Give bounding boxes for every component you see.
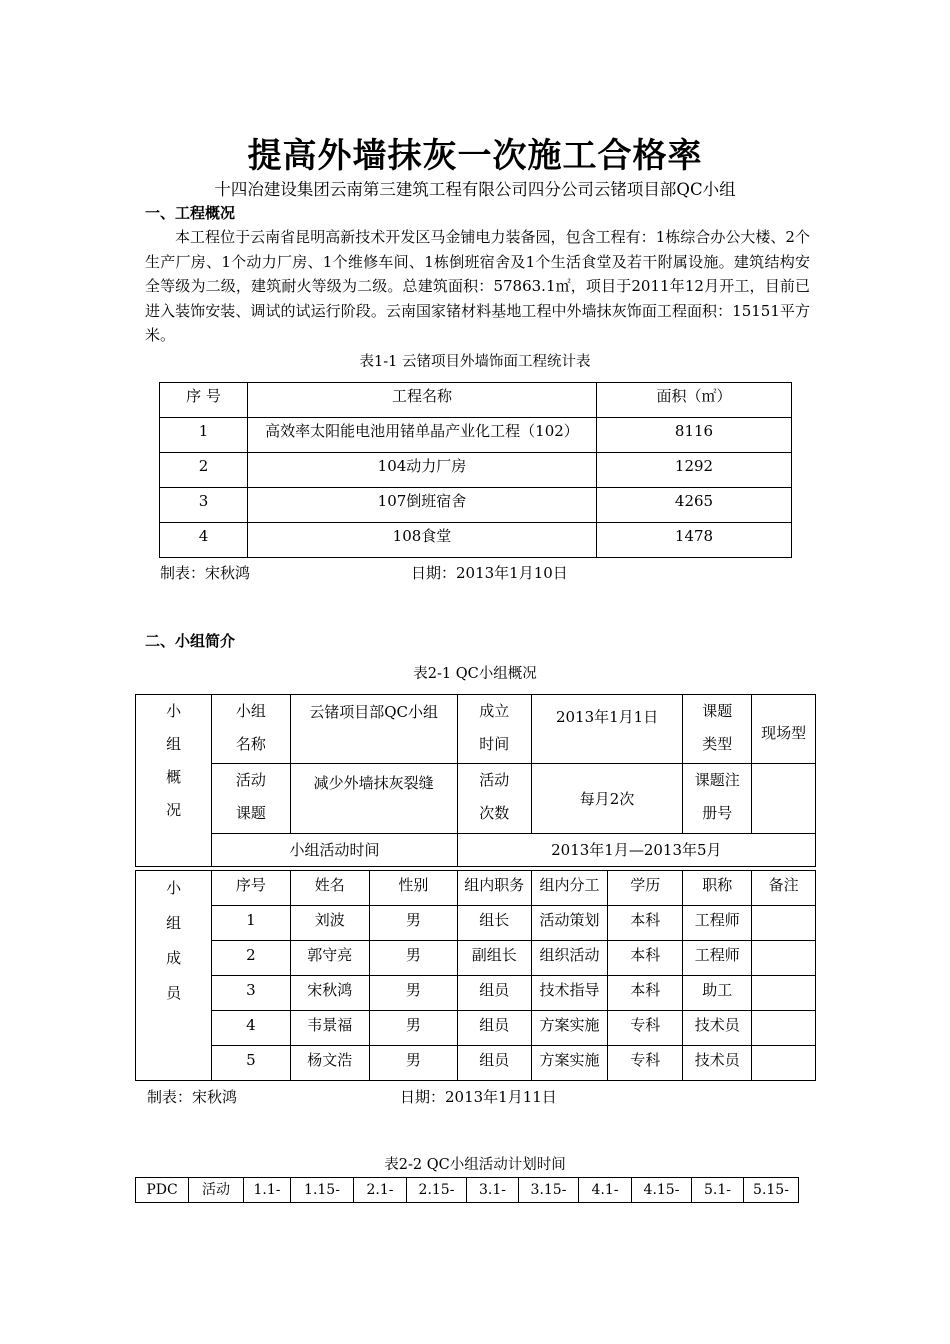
- table-header-cell: 活动: [189, 1178, 244, 1203]
- activity-time-value: 2013年1月—2013年5月: [457, 834, 815, 867]
- topic-type-label: 课题 类型: [683, 695, 752, 764]
- table-header-cell: 组内职务: [457, 871, 531, 906]
- table-cell: 专科: [608, 1011, 683, 1046]
- table-cell: 1: [160, 418, 248, 453]
- table-row: [136, 1046, 816, 1081]
- table-cell: 组员: [457, 1046, 531, 1081]
- table-header-cell: 1.15-: [291, 1178, 354, 1203]
- table-cell: 技术指导: [531, 976, 607, 1011]
- table-cell: 工程师: [683, 906, 752, 941]
- group-info-row: [136, 695, 816, 764]
- table1-date: 日期：2013年1月10日: [411, 564, 568, 582]
- table-cell: 104动力厂房: [248, 453, 597, 488]
- table-cell: 男: [369, 1011, 457, 1046]
- table-cell: 助工: [683, 976, 752, 1011]
- table-cell: 本科: [608, 906, 683, 941]
- group-name-value: 云锗项目部QC小组: [290, 695, 457, 764]
- table-cell: 108食堂: [248, 523, 597, 558]
- table-row: [136, 1011, 816, 1046]
- table-header-cell: 组内分工: [531, 871, 607, 906]
- table-cell: 高效率太阳能电池用锗单晶产业化工程（102）: [248, 418, 597, 453]
- activity-time-row: [136, 834, 816, 867]
- table-cell: 副组长: [457, 941, 531, 976]
- table-cell: 郭守亮: [290, 941, 369, 976]
- table-cell: 男: [369, 941, 457, 976]
- members-header-row: [136, 871, 816, 906]
- table2-date: 日期：2013年1月11日: [400, 1088, 557, 1106]
- table-cell: 4265: [597, 488, 792, 523]
- table-cell: 韦景福: [290, 1011, 369, 1046]
- table-header-cell: 学历: [608, 871, 683, 906]
- group-name-label: 小组 名称: [212, 695, 290, 764]
- table-cell: 本科: [608, 976, 683, 1011]
- table-header-cell: 5.1-: [692, 1178, 744, 1203]
- table-row: [136, 906, 816, 941]
- table-header-cell: 职称: [683, 871, 752, 906]
- overview-label: 小 组 概 况: [136, 695, 212, 867]
- topic-type-value: 现场型: [752, 695, 816, 764]
- table-cell: 刘波: [290, 906, 369, 941]
- table-cell: 2: [160, 453, 248, 488]
- table-cell: 8116: [597, 418, 792, 453]
- table-cell: 工程师: [683, 941, 752, 976]
- table1-made-by: 制表：宋秋鸿: [160, 564, 251, 582]
- table-header-row: [160, 383, 792, 418]
- activity-topic-label: 活动 课题: [212, 764, 290, 834]
- table-cell: 专科: [608, 1046, 683, 1081]
- activity-topic-value: 减少外墙抹灰裂缝: [290, 764, 457, 834]
- table1-caption: 表1-1 云锗项目外墙饰面工程统计表: [359, 354, 591, 370]
- registration-value: [752, 764, 816, 834]
- table-cell: 107倒班宿舍: [248, 488, 597, 523]
- table3-caption: 表2-2 QC小组活动计划时间: [384, 1157, 566, 1173]
- table-cell: 技术员: [683, 1011, 752, 1046]
- table-cell: 1292: [597, 453, 792, 488]
- table-cell: [752, 1046, 816, 1081]
- table-header-cell: 备注: [752, 871, 816, 906]
- table-cell: 3: [160, 488, 248, 523]
- table-cell: 杨文浩: [290, 1046, 369, 1081]
- table-cell: 男: [369, 976, 457, 1011]
- project-overview-paragraph: [145, 225, 810, 348]
- table-cell: [752, 1011, 816, 1046]
- table-header-cell: PDC: [136, 1178, 189, 1203]
- table-cell: 组长: [457, 906, 531, 941]
- table2-caption: 表2-1 QC小组概况: [413, 666, 537, 682]
- table-cell: 1478: [597, 523, 792, 558]
- table-cell: 男: [369, 1046, 457, 1081]
- activity-count-value: 每月2次: [531, 764, 682, 834]
- activity-count-label: 活动 次数: [457, 764, 531, 834]
- members-label: 小 组 成 员: [136, 871, 212, 1081]
- facade-area-table: [159, 382, 792, 558]
- table-header-cell: 3.15-: [519, 1178, 579, 1203]
- table2-made-by: 制表：宋秋鸿: [147, 1088, 238, 1106]
- table-cell: 男: [369, 906, 457, 941]
- table-cell: [752, 976, 816, 1011]
- registration-label: 课题注 册号: [683, 764, 752, 834]
- table-header-cell: 4.15-: [632, 1178, 692, 1203]
- table-cell: 方案实施: [531, 1046, 607, 1081]
- table-cell: 本科: [608, 941, 683, 976]
- table-header-cell: 5.15-: [744, 1178, 799, 1203]
- section1-heading: 一、工程概况: [145, 204, 236, 222]
- table-cell: [752, 941, 816, 976]
- table-row: [160, 453, 792, 488]
- table-header-cell: 4.1-: [579, 1178, 632, 1203]
- table-header-cell: 2.15-: [407, 1178, 467, 1203]
- table-row: [160, 488, 792, 523]
- table-cell: 5: [212, 1046, 290, 1081]
- table-header-cell: 序 号: [160, 383, 248, 418]
- table-header-cell: 面积（㎡）: [597, 383, 792, 418]
- qc-group-members-table: [135, 870, 816, 1081]
- founded-value: 2013年1月1日: [531, 695, 682, 764]
- table-header-cell: 工程名称: [248, 383, 597, 418]
- qc-group-overview-table: [135, 694, 816, 867]
- activity-plan-table: [135, 1177, 799, 1203]
- table-cell: 方案实施: [531, 1011, 607, 1046]
- activity-time-label: 小组活动时间: [212, 834, 457, 867]
- table-cell: 活动策划: [531, 906, 607, 941]
- section2-heading: 二、小组简介: [145, 632, 236, 650]
- table-cell: [752, 906, 816, 941]
- activity-info-row: [136, 764, 816, 834]
- table-cell: 组织活动: [531, 941, 607, 976]
- project-overview-text: 本工程位于云南省昆明高新技术开发区马金铺电力装备园，包含工程有：1栋综合办公大楼、2个生产厂房、1个动力厂房、1个维修车间、1栋倒班宿舍及1个生活食堂及若干附属设施。建筑结构安全等级为二级，建筑耐火等级为二级。总建筑面积：57863.1㎡，项目于2011年12月开工，目前已进入装饰安装、调试的试运行阶段。云南国家锗材料基地工程中外墙抹灰饰面工程面积：15151平方米。: [145, 228, 810, 344]
- table-row: [160, 523, 792, 558]
- table-header-cell: 序号: [212, 871, 290, 906]
- table-cell: 4: [212, 1011, 290, 1046]
- table-cell: 2: [212, 941, 290, 976]
- table-row: [136, 941, 816, 976]
- table-header-cell: 3.1-: [467, 1178, 519, 1203]
- table-cell: 3: [212, 976, 290, 1011]
- table-header-cell: 姓名: [290, 871, 369, 906]
- table-header-cell: 性别: [369, 871, 457, 906]
- table-header-cell: 1.1-: [244, 1178, 291, 1203]
- table-row: [136, 976, 816, 1011]
- table-header-row: [136, 1178, 799, 1203]
- table-cell: 1: [212, 906, 290, 941]
- table-row: [160, 418, 792, 453]
- table-header-cell: 2.1-: [354, 1178, 407, 1203]
- table-cell: 组员: [457, 976, 531, 1011]
- founded-label: 成立 时间: [457, 695, 531, 764]
- table-cell: 宋秋鸿: [290, 976, 369, 1011]
- document-subtitle: 十四冶建设集团云南第三建筑工程有限公司四分公司云锗项目部QC小组: [214, 180, 736, 199]
- table-cell: 组员: [457, 1011, 531, 1046]
- table-cell: 技术员: [683, 1046, 752, 1081]
- table-cell: 4: [160, 523, 248, 558]
- document-title: 提高外墙抹灰一次施工合格率: [247, 136, 703, 176]
